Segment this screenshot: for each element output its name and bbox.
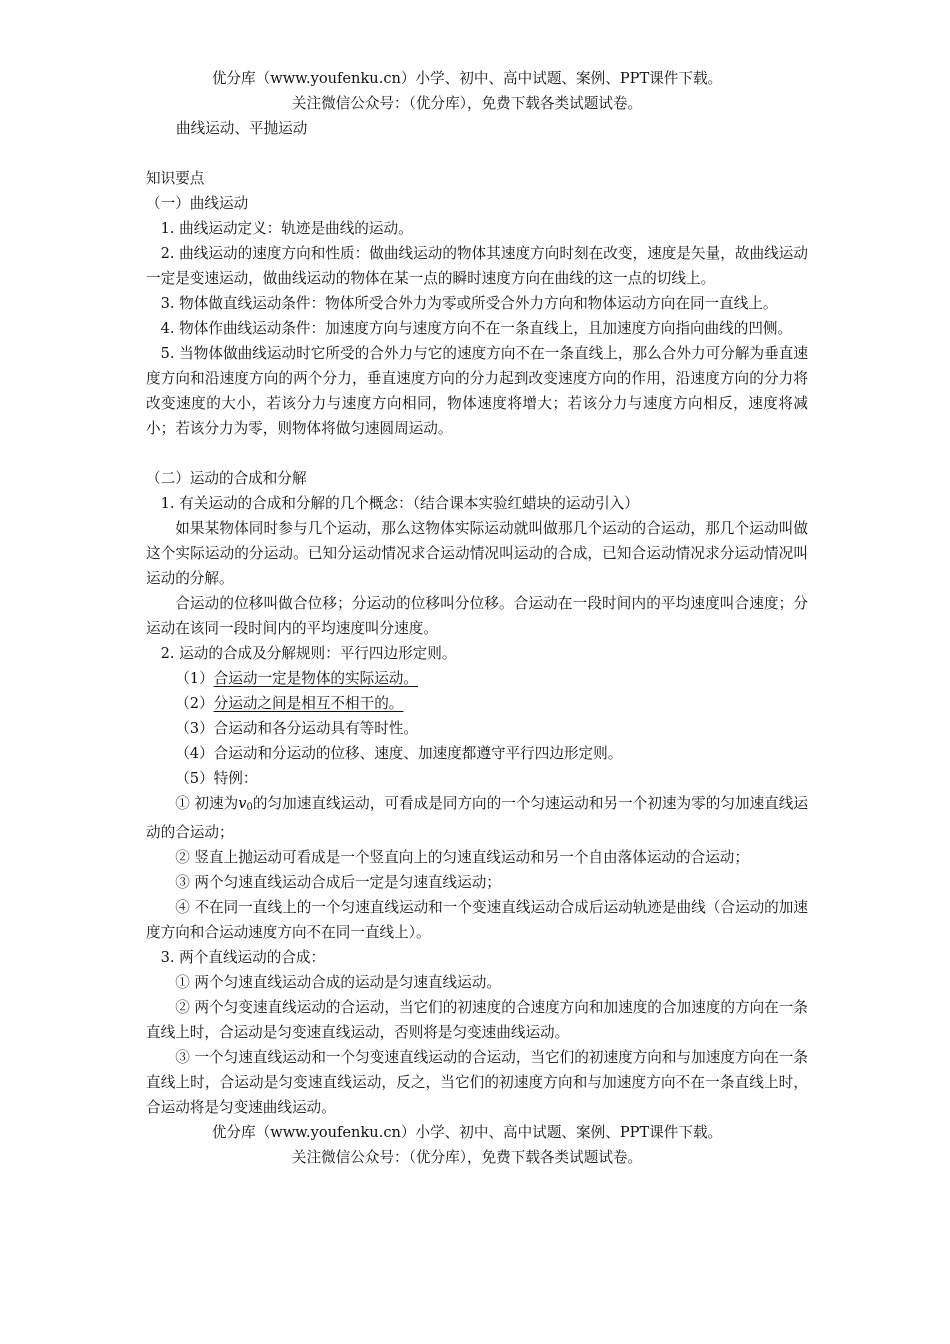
special-case-4: ④ 不在同一直线上的一个匀速直线运动和一个变速直线运动合成后运动轨迹是曲线（合运动的加速度方向和合运动速度方向不在同一直线上）。	[146, 899, 808, 941]
rule-1-text: 合运动一定是物体的实际运动。	[213, 670, 418, 687]
header-line-2: 关注微信公众号：（优分库），免费下载各类试题试卷。	[291, 95, 643, 112]
special-case-1-text: 的匀加速直线运动，可看成是同方向的一个匀速运动和另一个初速为零的匀加速直线运动的合运动；	[146, 795, 808, 841]
section-2-heading: （二）运动的合成和分解	[146, 470, 307, 487]
footer-line-2: 关注微信公众号：（优分库），免费下载各类试题试卷。	[291, 1149, 643, 1166]
special-case-1	[146, 791, 808, 845]
spacer	[146, 441, 808, 466]
footer-line-1: 优分库（www.youfenku.cn）小学、初中、高中试题、案例、PPT课件下载。	[211, 1124, 723, 1141]
knowledge-heading: 知识要点	[146, 170, 205, 187]
combination-case-2: ② 两个匀变速直线运动的合运动，当它们的初速度的合速度方向和加速度的合加速度的方向在一条直线上时，合运动是匀变速直线运动，否则将是匀变速曲线运动。	[146, 999, 808, 1041]
rule-2-text: 分运动之间是相互不相干的。	[213, 695, 404, 712]
special-case-2: ② 竖直上抛运动可看成是一个竖直向上的匀速直线运动和另一个自由落体运动的合运动；	[175, 849, 749, 866]
rule-1-number: （1）	[175, 670, 214, 687]
special-case-3: ③ 两个匀速直线运动合成后一定是匀速直线运动；	[175, 874, 501, 891]
header-line-1: 优分库（www.youfenku.cn）小学、初中、高中试题、案例、PPT课件下载。	[211, 70, 723, 87]
section-2-paragraph-displacement: 合运动的位移叫做合位移；分运动的位移叫分位移。合运动在一段时间内的平均速度叫合速度；分运动在该同一段时间内的平均速度叫分速度。	[146, 595, 808, 637]
rule-1	[146, 666, 808, 691]
combination-case-3: ③ 一个匀速直线运动和一个匀变速直线运动的合运动，当它们的初速度方向和与加速度方向在一条直线上时，合运动是匀变速直线运动，反之，当它们的初速度方向和与加速度方向不在一条直线上时，合运动将是匀变速曲线运动。	[146, 1049, 808, 1116]
page-header	[116, 66, 818, 116]
combination-case-1: ① 两个匀速直线运动合成的运动是匀速直线运动。	[175, 974, 501, 991]
section-1-heading: （一）曲线运动	[146, 195, 249, 212]
section-1-point-3: 3. 物体做直线运动条件：物体所受合外力为零或所受合外力方向和物体运动方向在同一直线上。	[160, 295, 778, 312]
special-case-1-prefix: ① 初速为	[175, 795, 239, 812]
document-page	[146, 66, 808, 1170]
section-1-point-2: 2. 曲线运动的速度方向和性质：做曲线运动的物体其速度方向时刻在改变，速度是矢量，故曲线运动一定是变速运动，做曲线运动的物体在某一点的瞬时速度方向在曲线的这一点的切线上。	[146, 245, 808, 287]
section-2-point-3: 3. 两个直线运动的合成：	[160, 949, 326, 966]
section-2-point-2: 2. 运动的合成及分解规则：平行四边形定则。	[160, 645, 457, 662]
section-1-point-1: 1. 曲线运动定义：轨迹是曲线的运动。	[160, 220, 413, 237]
initial-velocity-symbol: v	[238, 795, 247, 812]
section-2-paragraph-definition: 如果某物体同时参与几个运动，那么这物体实际运动就叫做那几个运动的合运动，那几个运动叫做这个实际运动的分运动。已知分运动情况求合运动情况叫运动的合成，已知合运动情况求分运动情况叫运动的分解。	[146, 520, 808, 587]
rule-4: （4）合运动和分运动的位移、速度、加速度都遵守平行四边形定则。	[175, 745, 623, 762]
page-footer	[116, 1120, 818, 1170]
rule-2	[146, 691, 808, 716]
section-1-point-4: 4. 物体作曲线运动条件：加速度方向与速度方向不在一条直线上，且加速度方向指向曲线的凹侧。	[160, 320, 793, 337]
document-title: 曲线运动、平抛运动	[176, 120, 308, 137]
rule-2-number: （2）	[175, 695, 214, 712]
section-1-point-5: 5. 当物体做曲线运动时它所受的合外力与它的速度方向不在一条直线上，那么合外力可分解为垂直速度方向和沿速度方向的两个分力，垂直速度方向的分力起到改变速度方向的作用，沿速度方向的分力将改变速度的大小，若该分力与速度方向相同，物体速度将增大；若该分力与速度方向相反，速度将减小；若该分力为零，则物体将做匀速圆周运动。	[146, 345, 808, 437]
spacer	[146, 141, 808, 166]
rule-5: （5）特例：	[175, 770, 258, 787]
rule-3: （3）合运动和各分运动具有等时性。	[175, 720, 418, 737]
section-2-point-1: 1. 有关运动的合成和分解的几个概念：（结合课本实验红蜡块的运动引入）	[160, 495, 639, 512]
initial-velocity-subscript: 0	[246, 802, 253, 813]
